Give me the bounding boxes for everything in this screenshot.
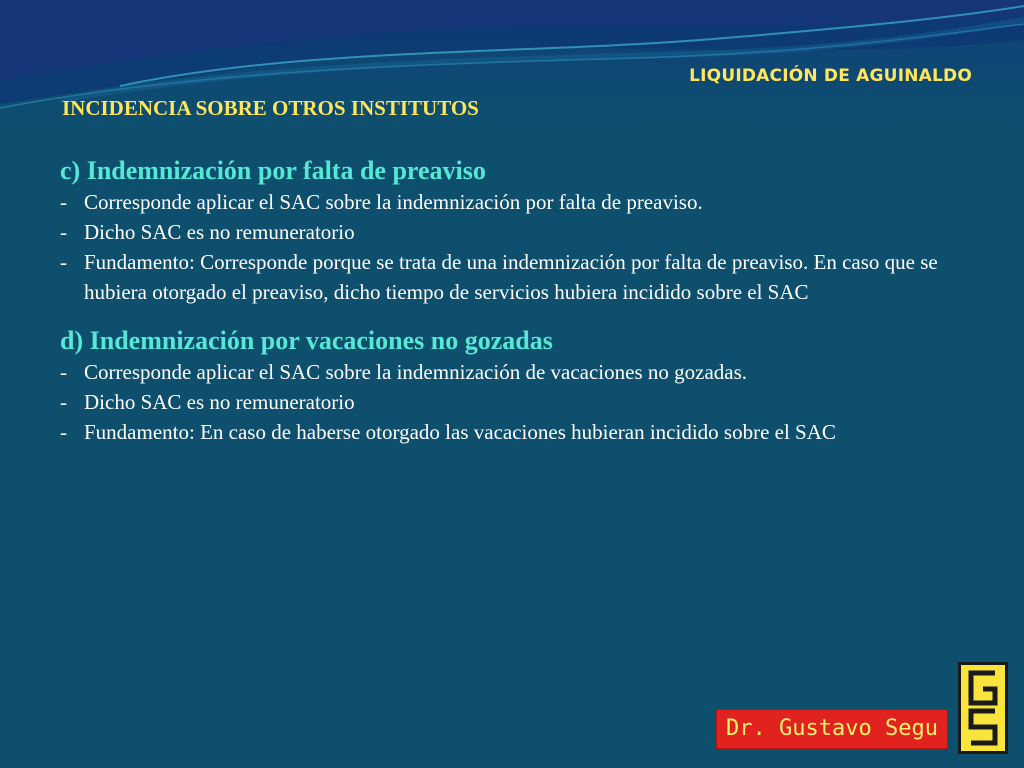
dash-marker: - <box>60 360 67 384</box>
dash-marker: - <box>60 250 67 274</box>
bullet-item <box>60 247 960 307</box>
bullet-item <box>60 357 960 387</box>
section-heading: d) Indemnización por vacaciones no gozadas <box>60 326 553 355</box>
dash-marker: - <box>60 220 67 244</box>
bullet-text: Corresponde aplicar el SAC sobre la indemnización por falta de preaviso. <box>84 190 703 214</box>
author-name-logo: Dr. Gustavo Segu <box>716 709 948 749</box>
bullet-text: Dicho SAC es no remuneratorio <box>84 220 355 244</box>
section-c <box>60 155 960 307</box>
dash-marker: - <box>60 420 67 444</box>
bullet-text: Corresponde aplicar el SAC sobre la indemnización de vacaciones no gozadas. <box>84 360 748 384</box>
bullet-text: Dicho SAC es no remuneratorio <box>84 390 355 414</box>
bullet-item <box>60 217 960 247</box>
section-heading: c) Indemnización por falta de preaviso <box>60 156 486 185</box>
dash-marker: - <box>60 390 67 414</box>
bullet-item <box>60 187 960 217</box>
slide-content <box>60 155 960 465</box>
section-title: INCIDENCIA SOBRE OTROS INSTITUTOS <box>62 96 479 120</box>
section-d <box>60 325 960 447</box>
bullet-item <box>60 417 960 447</box>
bullet-text: Fundamento: Corresponde porque se trata de una indemnización por falta de preaviso. En caso que se hubiera otorgado el preaviso, dicho tiempo de servicios hubiera incidido sobre el SAC <box>84 250 938 304</box>
bullet-text: Fundamento: En caso de haberse otorgado las vacaciones hubieran incidido sobre el SAC <box>84 420 836 444</box>
slide-top-title: LIQUIDACIÓN DE AGUINALDO <box>689 66 972 86</box>
bullet-item <box>60 387 960 417</box>
gs-monogram-icon <box>961 665 1005 751</box>
dash-marker: - <box>60 190 67 214</box>
gs-monogram-logo <box>958 662 1008 754</box>
